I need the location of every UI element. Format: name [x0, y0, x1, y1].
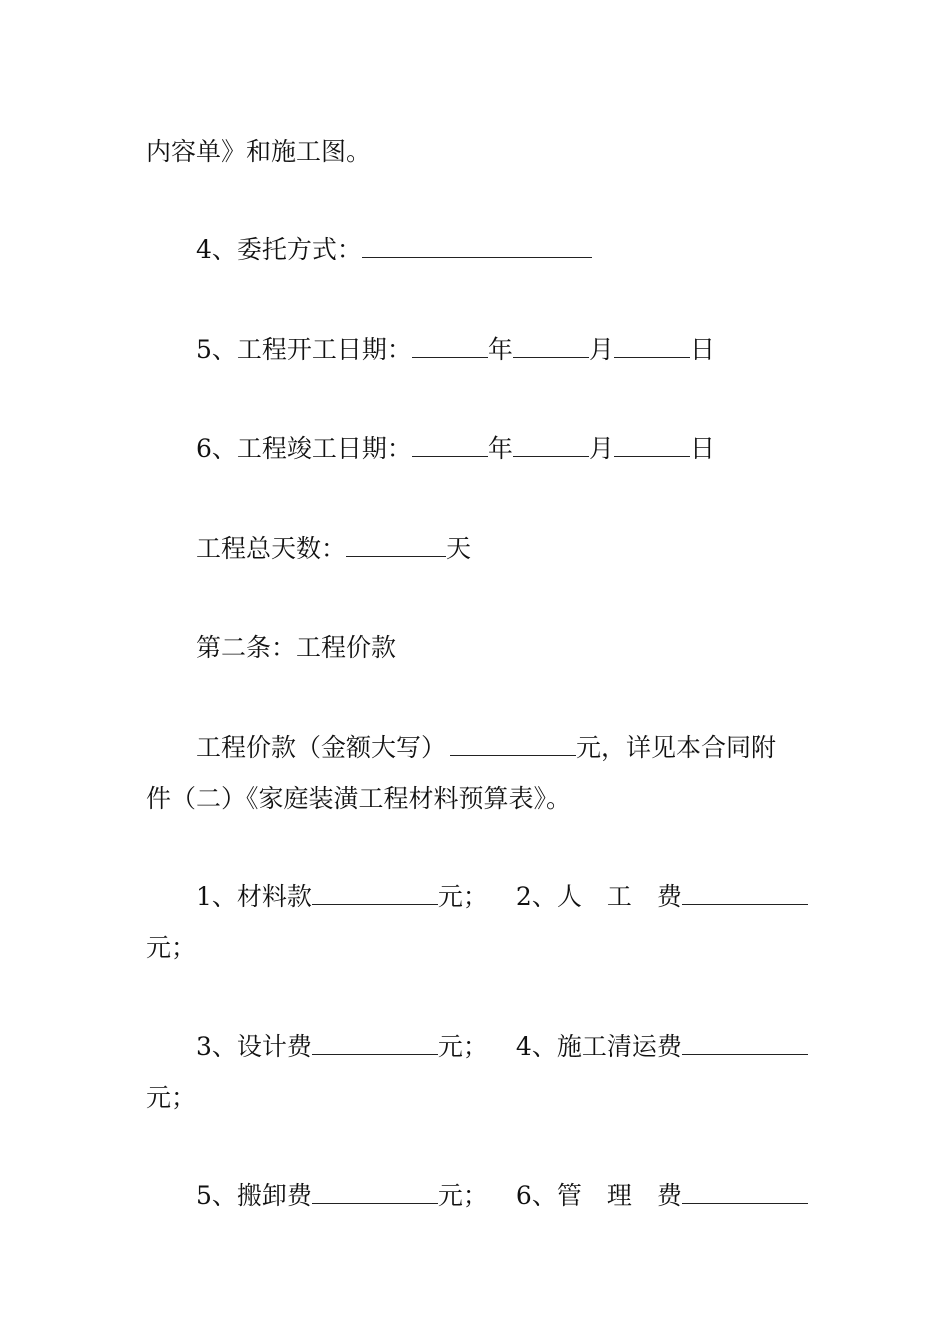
commission-method-line [196, 235, 592, 265]
price-line-continued [146, 784, 571, 814]
price-rest-text: 元，详见本合同附 [576, 733, 777, 762]
month-label: 月 [588, 434, 614, 463]
end-day-blank[interactable] [614, 434, 690, 457]
days-unit: 天 [446, 534, 472, 563]
start-day-blank[interactable] [614, 335, 690, 358]
handling-fee-label: 5、搬卸费 [196, 1181, 312, 1210]
fee-row-2-continued [146, 1083, 196, 1113]
day-label: 日 [689, 335, 715, 364]
total-days-label: 工程总天数： [196, 534, 347, 563]
month-label: 月 [588, 335, 614, 364]
start-date-line [196, 335, 715, 365]
paragraph-continuation [146, 137, 371, 167]
yuan-unit: 元； [437, 1181, 488, 1210]
start-date-label: 5、工程开工日期： [196, 335, 412, 364]
management-fee-label: 6、管 理 费 [515, 1181, 682, 1210]
material-fee-blank[interactable] [312, 882, 438, 905]
total-days-blank[interactable] [346, 534, 446, 557]
year-label: 年 [487, 434, 513, 463]
handling-fee-blank[interactable] [312, 1181, 438, 1204]
cleanup-fee-blank[interactable] [682, 1032, 808, 1055]
labor-fee-blank[interactable] [682, 882, 808, 905]
design-fee-blank[interactable] [312, 1032, 438, 1055]
design-fee-label: 3、设计费 [196, 1032, 312, 1061]
end-year-blank[interactable] [412, 434, 488, 457]
fee-row-2 [196, 1032, 808, 1062]
article-two-title: 第二条：工程价款 [196, 633, 397, 662]
paragraph-text: 内容单》和施工图。 [146, 137, 372, 166]
price-amount-blank[interactable] [450, 733, 576, 756]
end-date-label: 6、工程竣工日期： [196, 434, 412, 463]
yuan-unit: 元； [437, 1032, 488, 1061]
labor-fee-label: 2、人 工 费 [515, 882, 682, 911]
yuan-unit: 元； [437, 882, 488, 911]
start-month-blank[interactable] [513, 335, 589, 358]
fee-row-1-continued [146, 933, 196, 963]
commission-method-blank[interactable] [362, 235, 592, 258]
material-fee-label: 1、材料款 [196, 882, 312, 911]
fee-row-1 [196, 882, 808, 912]
yuan-unit: 元； [146, 1083, 197, 1112]
price-label: 工程价款（金额大写） [196, 733, 447, 762]
year-label: 年 [487, 335, 513, 364]
fee-row-3 [196, 1181, 808, 1211]
price-line [196, 733, 776, 763]
commission-method-label: 4、委托方式： [196, 235, 362, 264]
total-days-line [196, 534, 471, 564]
price-line2-text: 件（二）《家庭装潢工程材料预算表》。 [146, 784, 572, 813]
yuan-unit: 元； [146, 933, 197, 962]
management-fee-blank[interactable] [682, 1181, 808, 1204]
start-year-blank[interactable] [412, 335, 488, 358]
end-month-blank[interactable] [513, 434, 589, 457]
cleanup-fee-label: 4、施工清运费 [515, 1032, 682, 1061]
end-date-line [196, 434, 715, 464]
day-label: 日 [689, 434, 715, 463]
article-two-heading [196, 633, 396, 663]
